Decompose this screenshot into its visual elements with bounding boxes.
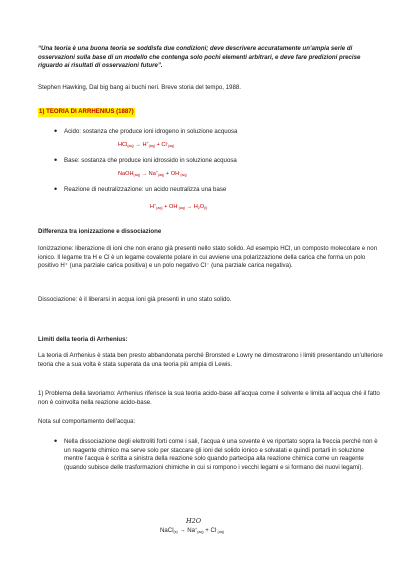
paragraph-limits: La teoria di Arrhenius è stata ben presto abbandonata perché Bronsted e Lowry ne dimostrarono i limiti presentando un’ulteriore teoria che a sua volta è stata superata da una teoria più ampia di Lewis. xyxy=(38,352,383,368)
formula-nacl: NaCl$_{(s)}$ → $Na^+_{(aq)} + Cl^-_{(aq)}$ xyxy=(160,527,224,534)
formula-acid: $HCl_{(aq)} \to H^+_{(aq)} + Cl^-_{(aq)}$ xyxy=(118,141,175,148)
bullet-acid: Acido: sostanza che produce ioni idrogeno in soluzione acquosa xyxy=(64,128,238,135)
formula-base: NaOH$_{(aq)}$ → $Na^+_{(aq)} + OH^-_{(aq)}$ xyxy=(118,170,187,177)
bullet-dot: • xyxy=(54,126,58,136)
bullet-dot: • xyxy=(54,184,58,194)
paragraph-water-note: Nota sul comportamento dell’acqua: xyxy=(38,418,136,425)
bullet-water: Nella dissociazione degli elettroliti forti come i sali, l’acqua è una sovente è ve riportato sopra la freccia perché non è un reagente chimico ma serve solo per staccare gli ioni del solido ionico e solvatati e quindi portarli in soluzione mentre l’acqua è scritta a sinistra della reazione solo quando partecipa alla reazione chimica come un reagente (quando subisce delle trasformazioni chimiche in cui si rompono i vecchi legami e si formano dei nuovi legami). xyxy=(64,438,378,471)
paragraph-ionization: Ionizzazione: liberazione di ioni che non erano già presenti nello stato solido. Ad esempio HCl, un composto molecolare e non ionico. Il legame tra H e Cl è un legame covalente polare in cui avviene una polarizzazione della carica che forma un polo positivo H⁺ (una parziale carica positiva) e un polo negativo Cl⁻ (una parziale carica negativa). xyxy=(38,245,378,270)
bullet-dot: • xyxy=(54,436,58,446)
section-title-limits: Limiti della teoria di Arrhenius: xyxy=(38,336,128,343)
bullet-base: Base: sostanza che produce ioni idrossido in soluzione acquosa xyxy=(64,157,237,164)
paragraph-problem: 1) Problema della lavoriamo: Arrhenius riferisce la sua teoria acido-base all’acqua come il solvente e limita all’acqua ché il fatto non è coinvolta nella reazione acido-base. xyxy=(38,390,380,406)
handwritten-h2o: H2O xyxy=(186,517,202,525)
quote-paragraph: “Una teoria è una buona teoria se soddisfa due condizioni; deve descrivere accuratamente un’ampia serie di osservazioni sulla base di un modello che contenga solo pochi elementi arbitrari, e deve fare predizioni precise riguardo ai risultati di osservazioni future”. xyxy=(38,45,361,70)
bullet-dot: • xyxy=(54,155,58,165)
paragraph-dissociation: Dissociazione: è il liberarsi in acqua ioni già presenti in uno stato solido. xyxy=(38,296,232,303)
quote-citation: Stephen Hawking, Dal big bang ai buchi neri. Breve storia del tempo, 1988. xyxy=(38,84,241,91)
formula-neutralization: $H^+_{(aq)} + OH^-_{(aq)} \to H_2O_{(l)}$ xyxy=(150,203,208,210)
bullet-neutralization: Reazione di neutralizzazione: un acido neutralizza una base xyxy=(64,186,227,193)
section-title-arrhenius: 1) TEORIA DI ARRHENIUS (1887) xyxy=(39,108,134,115)
section-title-ionization: Differenza tra ionizzazione e dissociazione xyxy=(38,228,162,235)
